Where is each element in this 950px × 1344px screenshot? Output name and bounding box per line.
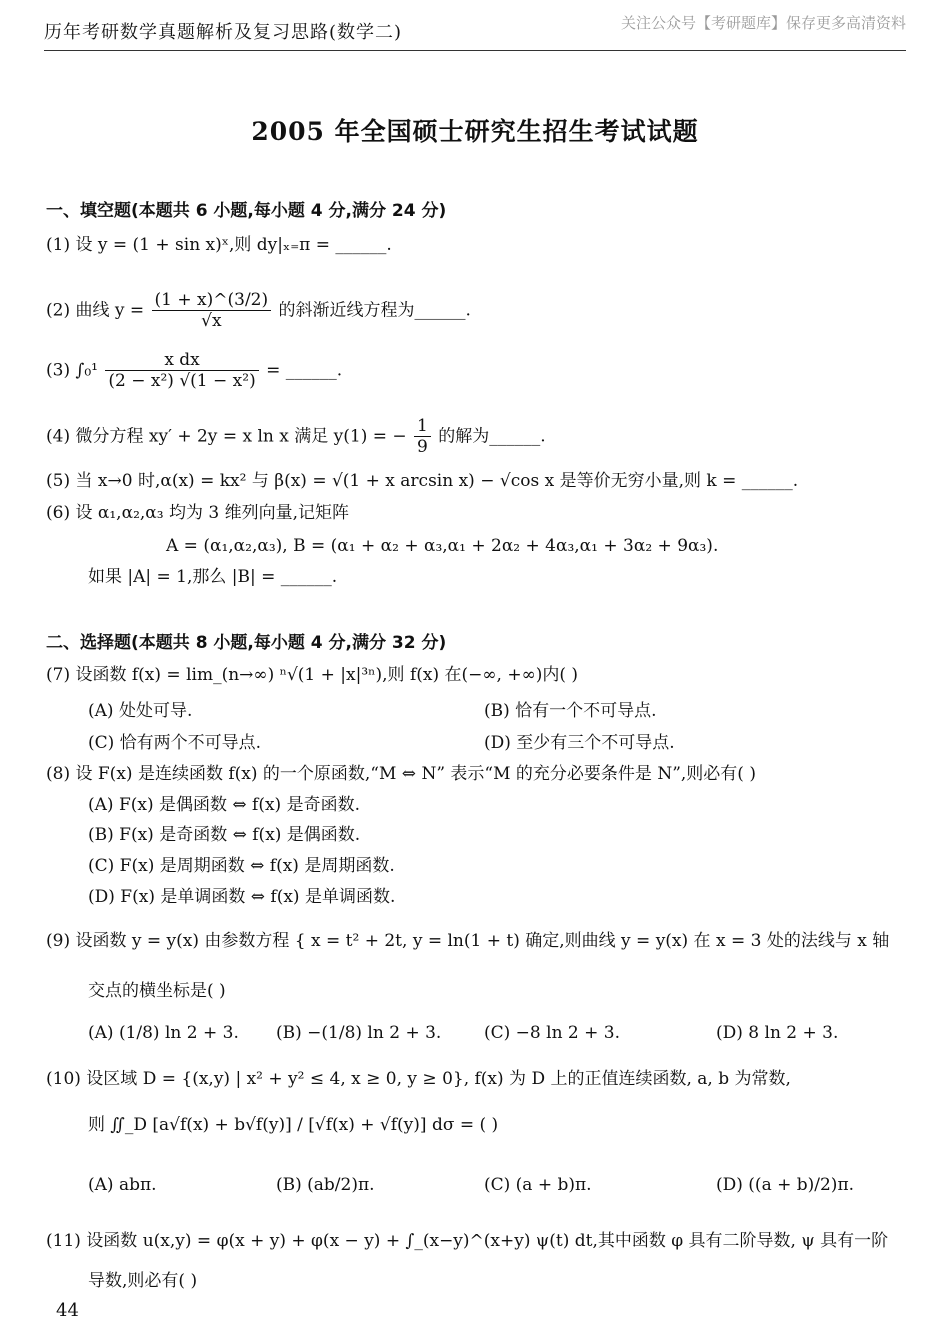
question-6-matrices: A = (α₁,α₂,α₃), B = (α₁ + α₂ + α₃,α₁ + 2α₂ + 4α₃,α₁ + 3α₂ + 9α₃).	[166, 536, 719, 556]
question-10-option-c: (C) (a + b)π.	[484, 1175, 592, 1195]
question-3-lead: (3) ∫₀¹	[46, 360, 98, 381]
question-9-option-d: (D) 8 ln 2 + 3.	[716, 1023, 839, 1043]
question-10-option-d: (D) ((a + b)/2)π.	[716, 1175, 855, 1195]
question-9-option-c: (C) −8 ln 2 + 3.	[484, 1023, 621, 1043]
section-choice-heading: 二、选择题(本题共 8 小题,每小题 4 分,满分 32 分)	[46, 633, 447, 653]
question-2-tail: 的斜渐近线方程为______.	[278, 300, 471, 321]
question-5: (5) 当 x→0 时,α(x) = kx² 与 β(x) = √(1 + x arcsin x) − √cos x 是等价无穷小量,则 k = ______.	[46, 471, 799, 491]
question-11-continuation: 导数,则必有( )	[88, 1271, 198, 1291]
question-10-integral: 则 ∬_D [a√f(x) + b√f(y)] / [√f(x) + √f(y)] dσ = ( )	[88, 1115, 499, 1135]
question-7-option-d: (D) 至少有三个不可导点.	[484, 733, 675, 753]
watermark-notice: 关注公众号【考研题库】保存更多高清资料	[620, 14, 906, 32]
question-4-tail: 的解为______.	[438, 426, 546, 447]
question-8-option-c: (C) F(x) 是周期函数 ⇔ f(x) 是周期函数.	[88, 856, 395, 876]
question-9: (9) 设函数 y = y(x) 由参数方程 { x = t² + 2t, y = ln(1 + t) 确定,则曲线 y = y(x) 在 x = 3 处的法线与 x 轴	[46, 931, 890, 951]
section-fill-in-heading: 一、填空题(本题共 6 小题,每小题 4 分,满分 24 分)	[46, 201, 447, 221]
question-10: (10) 设区域 D = {(x,y) | x² + y² ≤ 4, x ≥ 0, y ≥ 0}, f(x) 为 D 上的正值连续函数, a, b 为常数,	[46, 1069, 791, 1089]
question-8: (8) 设 F(x) 是连续函数 f(x) 的一个原函数,“M ⇔ N” 表示“M 的充分必要条件是 N”,则必有( )	[46, 764, 756, 784]
question-10-option-a: (A) abπ.	[88, 1175, 157, 1195]
question-2-fraction	[152, 290, 272, 332]
question-2-lead: (2) 曲线 y =	[46, 300, 145, 321]
exam-title: 2005 年全国硕士研究生招生考试试题	[251, 117, 699, 146]
question-7-option-c: (C) 恰有两个不可导点.	[88, 733, 262, 753]
question-9-option-a: (A) (1/8) ln 2 + 3.	[88, 1023, 239, 1043]
question-11: (11) 设函数 u(x,y) = φ(x + y) + φ(x − y) + ∫_(x−y)^(x+y) ψ(t) dt,其中函数 φ 具有二阶导数, ψ 具有一阶	[46, 1231, 889, 1251]
question-3	[46, 350, 910, 392]
question-4	[46, 416, 910, 458]
question-9-option-b: (B) −(1/8) ln 2 + 3.	[276, 1023, 442, 1043]
question-2	[46, 290, 910, 332]
question-7-option-b: (B) 恰有一个不可导点.	[484, 701, 657, 721]
header-rule	[44, 50, 906, 51]
running-header: 历年考研数学真题解析及复习思路(数学二)	[44, 22, 403, 43]
question-4-fraction	[414, 416, 431, 458]
question-3-numerator: x dx	[105, 350, 258, 371]
question-3-denominator: (2 − x²) √(1 − x²)	[108, 371, 256, 392]
question-9-continuation: 交点的横坐标是( )	[88, 981, 226, 1001]
question-4-denominator: 9	[417, 437, 428, 458]
question-4-lead: (4) 微分方程 xy′ + 2y = x ln x 满足 y(1) = −	[46, 426, 407, 447]
question-2-numerator: (1 + x)^(3/2)	[152, 290, 272, 311]
question-3-tail: = ______.	[266, 360, 343, 381]
question-1: (1) 设 y = (1 + sin x)ˣ,则 dy|ₓ₌π = ______.	[46, 235, 392, 255]
question-7-option-a: (A) 处处可导.	[88, 701, 193, 721]
question-4-numerator: 1	[414, 416, 431, 437]
question-8-option-b: (B) F(x) 是奇函数 ⇔ f(x) 是偶函数.	[88, 825, 361, 845]
question-3-fraction	[105, 350, 258, 392]
question-8-option-a: (A) F(x) 是偶函数 ⇔ f(x) 是奇函数.	[88, 795, 360, 815]
question-6-condition: 如果 |A| = 1,那么 |B| = ______.	[88, 567, 338, 587]
question-10-option-b: (B) (ab/2)π.	[276, 1175, 375, 1195]
question-8-option-d: (D) F(x) 是单调函数 ⇔ f(x) 是单调函数.	[88, 887, 396, 907]
question-7: (7) 设函数 f(x) = lim_(n→∞) ⁿ√(1 + |x|³ⁿ),则 f(x) 在(−∞, +∞)内( )	[46, 665, 579, 685]
question-2-denominator: √x	[201, 311, 222, 332]
question-6: (6) 设 α₁,α₂,α₃ 均为 3 维列向量,记矩阵	[46, 503, 350, 523]
page-number: 44	[56, 1300, 79, 1321]
